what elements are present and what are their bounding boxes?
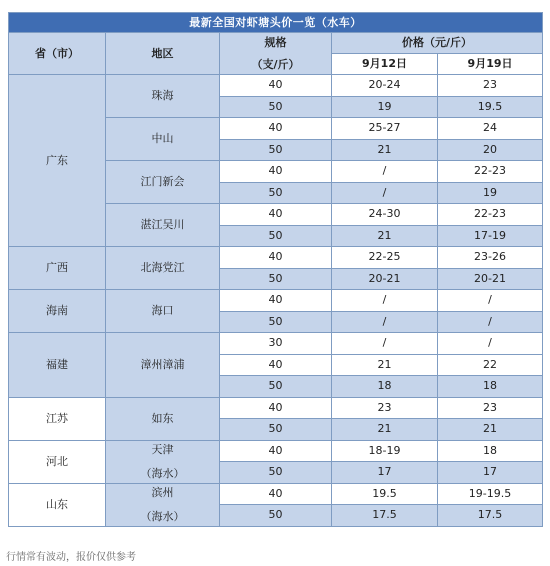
spec-cell: 50 [220, 225, 332, 247]
header-date-2: 9月19日 [438, 54, 543, 75]
price-cell: 18-19 [332, 440, 438, 462]
price-cell: 22-25 [332, 247, 438, 269]
table-row [9, 397, 543, 419]
price-cell: 20-21 [332, 268, 438, 290]
price-cell: 19.5 [332, 483, 438, 505]
header-province: 省（市） [9, 33, 106, 75]
spec-cell: 40 [220, 247, 332, 269]
header-region: 地区 [106, 33, 220, 75]
price-cell: 24 [438, 118, 543, 140]
spec-cell: 40 [220, 290, 332, 312]
region-cell [106, 161, 220, 204]
price-cell: 20-24 [332, 75, 438, 97]
region-cell [106, 440, 220, 483]
region-cell [106, 247, 220, 290]
spec-cell: 40 [220, 204, 332, 226]
price-cell: 21 [332, 419, 438, 441]
price-cell: 17 [438, 462, 543, 484]
footnote: 行情常有波动，报价仅供参考 [6, 552, 136, 563]
spec-cell: 50 [220, 182, 332, 204]
price-table [8, 12, 543, 527]
price-cell: / [438, 290, 543, 312]
price-cell: / [332, 333, 438, 355]
region-name-line: 海口 [151, 304, 174, 317]
province-cell: 山东 [9, 483, 106, 526]
price-cell: 23 [438, 75, 543, 97]
province-cell: 福建 [9, 333, 106, 398]
table-row [9, 247, 543, 269]
price-cell: 18 [438, 440, 543, 462]
price-cell: 17.5 [332, 505, 438, 527]
header-spec-line2: （支/斤） [251, 57, 300, 71]
price-cell: 19.5 [438, 96, 543, 118]
region-name-line: 江门新会 [140, 175, 185, 188]
price-cell: 19 [438, 182, 543, 204]
table-row [9, 290, 543, 312]
price-cell: 24-30 [332, 204, 438, 226]
price-cell: 21 [332, 225, 438, 247]
spec-cell: 50 [220, 139, 332, 161]
price-cell: 22-23 [438, 161, 543, 183]
spec-cell: 50 [220, 462, 332, 484]
price-cell: 21 [438, 419, 543, 441]
region-name-line: 漳州漳浦 [140, 357, 185, 371]
price-cell: 21 [332, 354, 438, 376]
price-table-container [8, 12, 542, 527]
region-name-line: （海水） [140, 509, 185, 523]
table-title: 最新全国对虾塘头价一览（水车） [9, 13, 543, 33]
spec-cell: 40 [220, 75, 332, 97]
region-name-line: 中山 [151, 132, 174, 145]
region-name-line: 如东 [151, 411, 174, 425]
province-cell: 广东 [9, 75, 106, 247]
spec-cell: 40 [220, 483, 332, 505]
price-cell: 22-23 [438, 204, 543, 226]
price-cell: 17-19 [438, 225, 543, 247]
region-cell [106, 204, 220, 247]
price-cell: / [438, 333, 543, 355]
region-name-line: 湛江吴川 [140, 218, 185, 231]
price-cell: 18 [438, 376, 543, 398]
header-spec-line1: 规格 [264, 35, 287, 49]
price-cell: 19-19.5 [438, 483, 543, 505]
spec-cell: 40 [220, 118, 332, 140]
spec-cell: 50 [220, 268, 332, 290]
region-name-line: （海水） [140, 466, 185, 480]
header-price: 价格（元/斤） [332, 33, 543, 54]
price-cell: / [332, 311, 438, 333]
table-row [9, 483, 543, 505]
spec-cell: 40 [220, 161, 332, 183]
region-cell [106, 483, 220, 526]
price-cell: 23 [332, 397, 438, 419]
price-cell: 25-27 [332, 118, 438, 140]
price-cell: 22 [438, 354, 543, 376]
province-cell: 海南 [9, 290, 106, 333]
region-name-line: 天津 [151, 442, 174, 456]
spec-cell: 50 [220, 96, 332, 118]
spec-cell: 40 [220, 354, 332, 376]
price-cell: 20 [438, 139, 543, 161]
price-cell: 21 [332, 139, 438, 161]
spec-cell: 40 [220, 397, 332, 419]
price-cell: / [332, 161, 438, 183]
price-cell: / [332, 182, 438, 204]
header-date-1: 9月12日 [332, 54, 438, 75]
province-cell: 江苏 [9, 397, 106, 440]
spec-cell: 50 [220, 376, 332, 398]
price-cell: 20-21 [438, 268, 543, 290]
price-table-body [9, 75, 543, 527]
spec-cell: 40 [220, 440, 332, 462]
price-cell: / [438, 311, 543, 333]
price-cell: 19 [332, 96, 438, 118]
region-cell [106, 397, 220, 440]
spec-cell: 50 [220, 505, 332, 527]
price-cell: 18 [332, 376, 438, 398]
price-cell: 17 [332, 462, 438, 484]
price-cell: 17.5 [438, 505, 543, 527]
table-row [9, 440, 543, 462]
price-cell: 23-26 [438, 247, 543, 269]
spec-cell: 50 [220, 311, 332, 333]
province-cell: 广西 [9, 247, 106, 290]
region-name-line: 珠海 [151, 89, 174, 102]
price-cell: 23 [438, 397, 543, 419]
header-spec [220, 33, 332, 75]
province-cell: 河北 [9, 440, 106, 483]
table-row [9, 75, 543, 97]
region-name-line: 北海党江 [140, 261, 185, 274]
spec-cell: 30 [220, 333, 332, 355]
price-cell: / [332, 290, 438, 312]
table-row [9, 333, 543, 355]
region-cell [106, 75, 220, 118]
region-cell [106, 333, 220, 398]
spec-cell: 50 [220, 419, 332, 441]
region-cell [106, 118, 220, 161]
region-cell [106, 290, 220, 333]
region-name-line: 滨州 [151, 485, 174, 499]
